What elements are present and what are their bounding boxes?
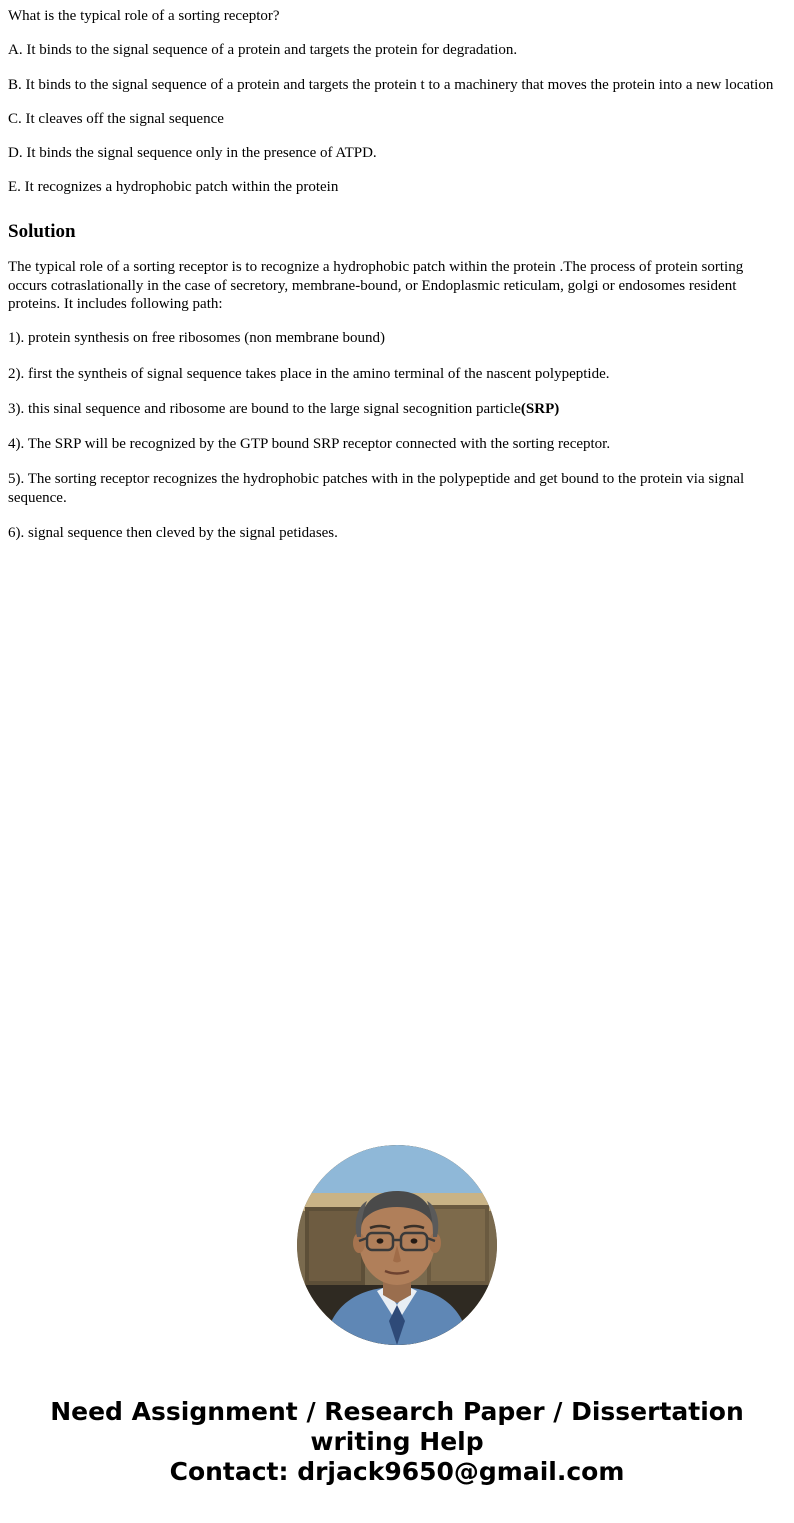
answer-choice-b: B. It binds to the signal sequence of a protein and targets the protein t to a machinery that moves the protein into a new location bbox=[8, 76, 774, 93]
footer-line-2: Contact: drjack9650@gmail.com bbox=[169, 1457, 625, 1487]
solution-step-1-text: 1). protein synthesis on free ribosomes (non membrane bound) bbox=[8, 330, 385, 347]
solution-step-6-text: 6). signal sequence then cleved by the signal petidases. bbox=[8, 525, 338, 542]
footer-contact-block bbox=[8, 1397, 786, 1517]
solution-step-5 bbox=[8, 470, 786, 507]
solution-heading: Solution bbox=[8, 220, 76, 242]
answer-choice-c: C. It cleaves off the signal sequence bbox=[8, 110, 224, 127]
solution-step-4-text: 4). The SRP will be recognized by the GTP bound SRP receptor connected with the sorting receptor. bbox=[8, 436, 611, 453]
avatar-container bbox=[8, 1145, 786, 1345]
footer-line-1: Need Assignment / Research Paper / Dissertation writing Help bbox=[50, 1397, 744, 1457]
answer-choice-a: A. It binds to the signal sequence of a protein and targets the protein for degradation. bbox=[8, 42, 518, 59]
solution-step-3-emphasis: (SRP) bbox=[520, 400, 560, 417]
solution-step-4 bbox=[8, 435, 786, 453]
answer-choice-e: E. It recognizes a hydrophobic patch within the protein bbox=[8, 179, 339, 196]
answer-choice-d: D. It binds the signal sequence only in the presence of ATPD. bbox=[8, 145, 377, 161]
solution-step-5-text: 5). The sorting receptor recognizes the hydrophobic patches with in the polypeptide and get bound to the protein via signal sequence. bbox=[8, 471, 745, 506]
solution-step-2 bbox=[8, 365, 786, 383]
solution-step-3 bbox=[8, 400, 786, 418]
avatar-portrait-icon bbox=[297, 1145, 497, 1345]
content-spacer bbox=[8, 559, 786, 1139]
solution-step-1 bbox=[8, 329, 786, 347]
solution-step-6 bbox=[8, 524, 786, 542]
solution-step-2-text: 2). first the syntheis of signal sequence takes place in the amino terminal of the nascent polypeptide. bbox=[8, 365, 610, 382]
question-text: What is the typical role of a sorting receptor? bbox=[8, 8, 280, 24]
avatar bbox=[297, 1145, 497, 1345]
solution-intro: The typical role of a sorting receptor is to recognize a hydrophobic patch within the protein .The process of protein sorting occurs cotraslationally in the case of secretory, membrane-bound, or Endoplasmic reticulam, golgi or endosomes resident proteins. It includes following path: bbox=[8, 259, 744, 312]
solution-step-3-text: 3). this sinal sequence and ribosome are bound to the large signal secognition particle bbox=[8, 400, 521, 417]
